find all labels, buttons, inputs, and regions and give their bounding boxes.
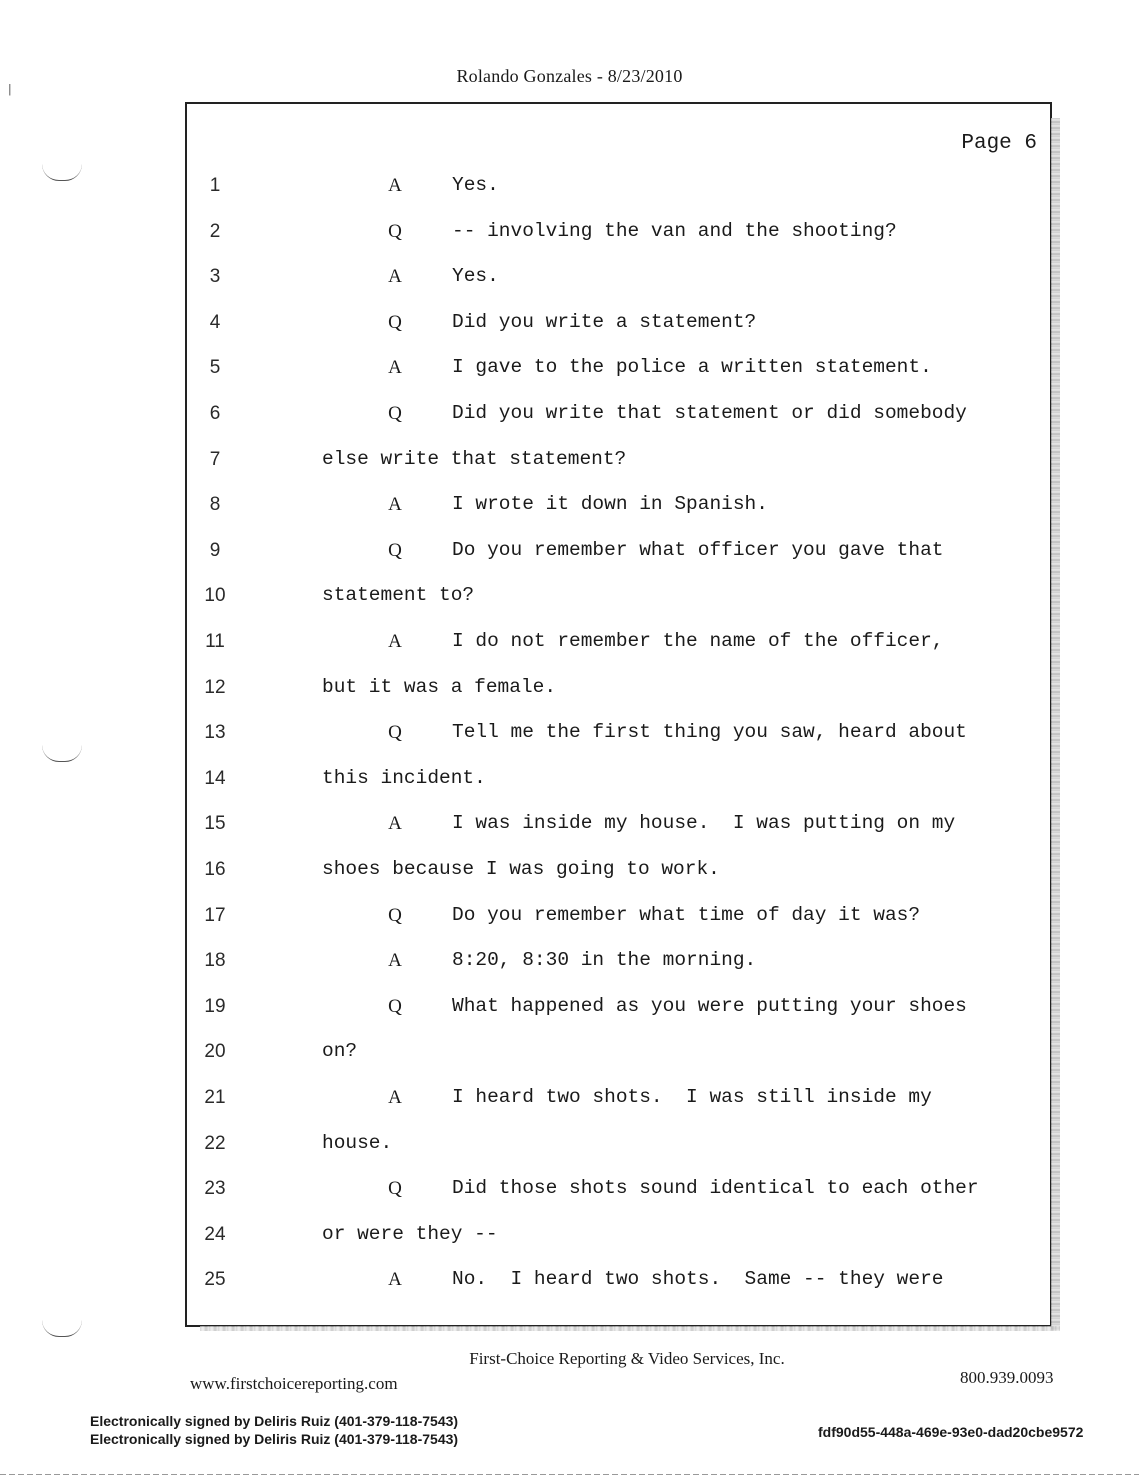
- transcript-text: I do not remember the name of the officer,: [452, 630, 944, 652]
- speaker-label: A: [388, 266, 402, 287]
- speaker-label: Q: [388, 403, 402, 424]
- line-number: 3: [209, 266, 221, 287]
- footer-phone: 800.939.0093: [960, 1368, 1054, 1387]
- transcript-text: Did you write that statement or did somebody: [452, 402, 967, 424]
- line-number: 2: [209, 221, 221, 242]
- transcript-text: -- involving the van and the shooting?: [452, 220, 897, 242]
- transcript-text: or were they --: [322, 1223, 498, 1245]
- transcript-frame: [185, 102, 1052, 1327]
- line-number: 11: [205, 631, 225, 652]
- transcript-text: Did those shots sound identical to each other: [452, 1177, 979, 1199]
- transcript-text: house.: [322, 1132, 393, 1154]
- speaker-label: A: [388, 631, 402, 652]
- punch-hole-mark: [42, 1320, 82, 1337]
- speaker-label: Q: [388, 905, 402, 926]
- transcript-text: Do you remember what officer you gave that: [452, 539, 944, 561]
- transcript-text: Yes.: [452, 265, 499, 287]
- transcript-text: else write that statement?: [322, 448, 627, 470]
- line-number: 7: [209, 449, 221, 470]
- speaker-label: Q: [388, 996, 402, 1017]
- transcript-text: this incident.: [322, 767, 486, 789]
- line-number: 13: [204, 722, 226, 743]
- speaker-label: Q: [388, 221, 402, 242]
- line-number: 16: [204, 859, 226, 880]
- transcript-text: but it was a female.: [322, 676, 557, 698]
- speaker-label: A: [388, 950, 402, 971]
- line-number: 24: [204, 1224, 226, 1245]
- header-title: Rolando Gonzales - 8/23/2010: [456, 66, 683, 86]
- transcript-text: Do you remember what time of day it was?: [452, 904, 921, 926]
- speaker-label: A: [388, 813, 402, 834]
- speaker-label: A: [388, 1087, 402, 1108]
- line-number: 17: [204, 905, 226, 926]
- punch-hole-mark: [42, 745, 82, 762]
- speaker-label: Q: [388, 540, 402, 561]
- line-number: 23: [204, 1178, 226, 1199]
- line-number: 12: [204, 677, 226, 698]
- line-number: 9: [209, 540, 221, 561]
- footer-website: www.firstchoicereporting.com: [190, 1374, 398, 1393]
- line-number: 4: [209, 312, 221, 333]
- transcript-text: Tell me the first thing you saw, heard about: [452, 721, 967, 743]
- speaker-label: A: [388, 175, 402, 196]
- footer-company: First-Choice Reporting & Video Services, Inc.: [469, 1349, 785, 1368]
- speaker-label: Q: [388, 312, 402, 333]
- document-id: fdf90d55-448a-469e-93e0-dad20cbe9572: [818, 1424, 1084, 1440]
- punch-hole-mark: [42, 164, 82, 181]
- speaker-label: A: [388, 1269, 402, 1290]
- transcript-text: What happened as you were putting your shoes: [452, 995, 967, 1017]
- transcript-text: Yes.: [452, 174, 499, 196]
- transcript-text: Did you write a statement?: [452, 311, 757, 333]
- speaker-label: A: [388, 357, 402, 378]
- speaker-label: Q: [388, 722, 402, 743]
- line-number: 6: [209, 403, 221, 424]
- signature-line: Electronically signed by Deliris Ruiz (401-379-118-7543): [90, 1413, 459, 1429]
- speaker-label: A: [388, 494, 402, 515]
- transcript-text: shoes because I was going to work.: [322, 858, 720, 880]
- transcript-text: 8:20, 8:30 in the morning.: [452, 949, 757, 971]
- transcript-text: I was inside my house. I was putting on my: [452, 812, 956, 834]
- transcript-text: I wrote it down in Spanish.: [452, 493, 768, 515]
- line-number: 14: [204, 768, 226, 789]
- frame-shadow-right: [1051, 118, 1060, 1330]
- line-number: 19: [204, 996, 226, 1017]
- signature-line: Electronically signed by Deliris Ruiz (401-379-118-7543): [90, 1431, 459, 1447]
- transcript-text: on?: [322, 1040, 358, 1062]
- line-number: 15: [204, 813, 226, 834]
- frame-shadow-bottom: [200, 1326, 1060, 1331]
- scan-edge-line: [0, 1474, 1139, 1475]
- line-number: 22: [204, 1133, 226, 1154]
- line-number: 25: [204, 1269, 226, 1290]
- page-number: Page 6: [961, 132, 1037, 155]
- line-number: 18: [204, 950, 226, 971]
- transcript-text: No. I heard two shots. Same -- they were: [452, 1268, 944, 1290]
- line-number: 1: [209, 175, 221, 196]
- line-number: 20: [204, 1041, 226, 1062]
- transcript-text: I heard two shots. I was still inside my: [452, 1086, 932, 1108]
- line-number: 10: [204, 585, 226, 606]
- line-number: 21: [204, 1087, 226, 1108]
- scan-speck-mark: ǀ: [8, 82, 12, 96]
- line-number: 8: [209, 494, 221, 515]
- line-number: 5: [209, 357, 221, 378]
- speaker-label: Q: [388, 1178, 402, 1199]
- transcript-text: I gave to the police a written statement.: [452, 356, 932, 378]
- transcript-text: statement to?: [322, 584, 475, 606]
